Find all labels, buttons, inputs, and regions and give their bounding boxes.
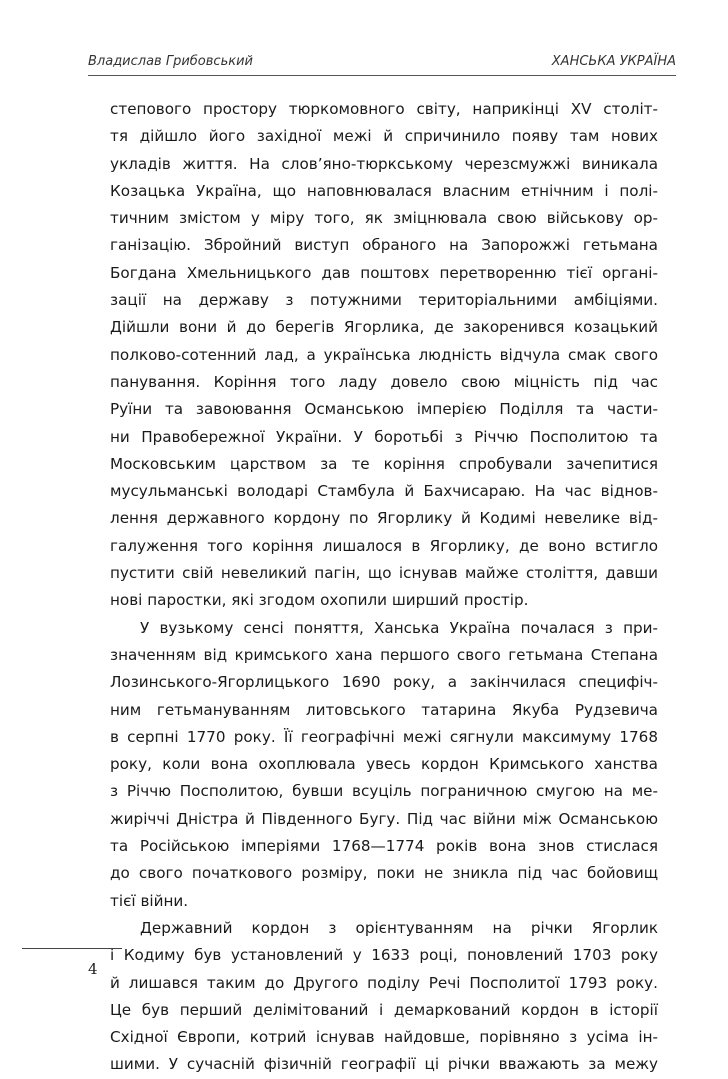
running-head-book-title: ХАНСЬКА УКРАЇНА bbox=[551, 54, 676, 69]
text-line: галуження того коріння лишалося в Ягорлику, де воно встигло bbox=[110, 536, 658, 555]
paragraph-1 bbox=[110, 96, 658, 615]
text-line: пустити свій невеликий пагін, що існував майже століття, давши bbox=[110, 564, 658, 583]
text-line: Козацька Україна, що наповнювалася власним етнічним і полі- bbox=[110, 181, 658, 200]
text-line: лення державного кордону по Ягорлику й Кодимі невелике від- bbox=[110, 509, 658, 528]
page-number: 4 bbox=[88, 960, 98, 978]
text-line: Це був перший делімітований і демаркований кордон в історії bbox=[110, 1000, 658, 1019]
text-line: Богдана Хмельницького дав поштовх перетворенню тієї органі- bbox=[110, 263, 658, 282]
running-head bbox=[88, 52, 676, 74]
text-line: Східної Європи, котрий існував найдовше, порівняно з усіма ін- bbox=[110, 1028, 658, 1047]
text-line: зації на державу з потужними територіальними амбіціями. bbox=[110, 291, 658, 310]
body-text bbox=[110, 96, 658, 1079]
text-line: ним гетьмануванням литовського татарина Якуба Рудзевича bbox=[110, 700, 658, 719]
text-line: панування. Коріння того ладу довело свою міцність під час bbox=[110, 372, 658, 391]
text-line: значенням від кримського хана першого свого гетьмана Степана bbox=[110, 645, 658, 664]
text-line: ганізацію. Збройний виступ обраного на Запорожжі гетьмана bbox=[110, 236, 658, 255]
text-line: ни Правобережної України. У боротьбі з Річчю Посполитою та bbox=[110, 427, 658, 446]
text-line: нові паростки, які згодом охопили ширший простір. bbox=[110, 591, 529, 610]
text-line: року, коли вона охоплювала увесь кордон Кримського ханства bbox=[110, 755, 658, 774]
text-line: тя дійшло його західної межі й спричинило появу там нових bbox=[110, 127, 658, 146]
text-line: полково-сотенний лад, а українська людність відчула смак свого bbox=[110, 345, 658, 364]
text-line: тієї війни. bbox=[110, 891, 189, 910]
header-rule bbox=[88, 75, 676, 76]
text-line: в серпні 1770 року. Її географічні межі сягнули максимуму 1768 bbox=[110, 727, 658, 746]
text-line: жиріччі Дністра й Південного Бугу. Під час війни між Османською bbox=[110, 809, 658, 828]
text-line: Руїни та завоювання Османською імперією Поділля та части- bbox=[110, 400, 658, 419]
text-line: Лозинського-Ягорлицького 1690 року, а закінчилася специфіч- bbox=[110, 673, 658, 692]
text-line: Дійшли вони й до берегів Ягорлика, де закоренився козацький bbox=[110, 318, 658, 337]
text-line: тичним змістом у міру того, як зміцнювала свою військову ор- bbox=[110, 209, 658, 228]
text-line: до свого початкового розміру, поки не зникла під час бойовищ bbox=[110, 864, 658, 883]
paragraph-2 bbox=[110, 615, 658, 915]
text-line: з Річчю Посполитою, бувши всуціль пограничною смугою на ме- bbox=[110, 782, 658, 801]
text-line: шими. У сучасній фізичній географії ці річки вважають за межу bbox=[110, 1055, 658, 1074]
text-line: У вузькому сенсі поняття, Ханська Україна почалася з при- bbox=[140, 618, 658, 637]
text-line: та Російською імперіями 1768—1774 років вона знов стислася bbox=[110, 837, 658, 856]
paragraph-3 bbox=[110, 915, 658, 1079]
text-line: Московським царством за те коріння спробували зачепитися bbox=[110, 454, 658, 473]
text-line: й лишався таким до Другого поділу Речі Посполитої 1793 року. bbox=[110, 973, 658, 992]
text-line: Державний кордон з орієнтуванням на річки Ягорлик bbox=[140, 918, 658, 937]
text-line: степового простору тюркомовного світу, наприкінці XV століт- bbox=[110, 100, 658, 118]
footer-rule bbox=[22, 948, 122, 949]
text-line: укладів життя. На слов’яно-тюркському черезсмужжі виникала bbox=[110, 154, 658, 173]
running-head-author: Владислав Грибовський bbox=[88, 54, 253, 69]
text-line: і Кодиму був установлений у 1633 році, поновлений 1703 року bbox=[110, 946, 658, 965]
text-line: мусульманські володарі Стамбула й Бахчисараю. На час віднов- bbox=[110, 482, 658, 501]
